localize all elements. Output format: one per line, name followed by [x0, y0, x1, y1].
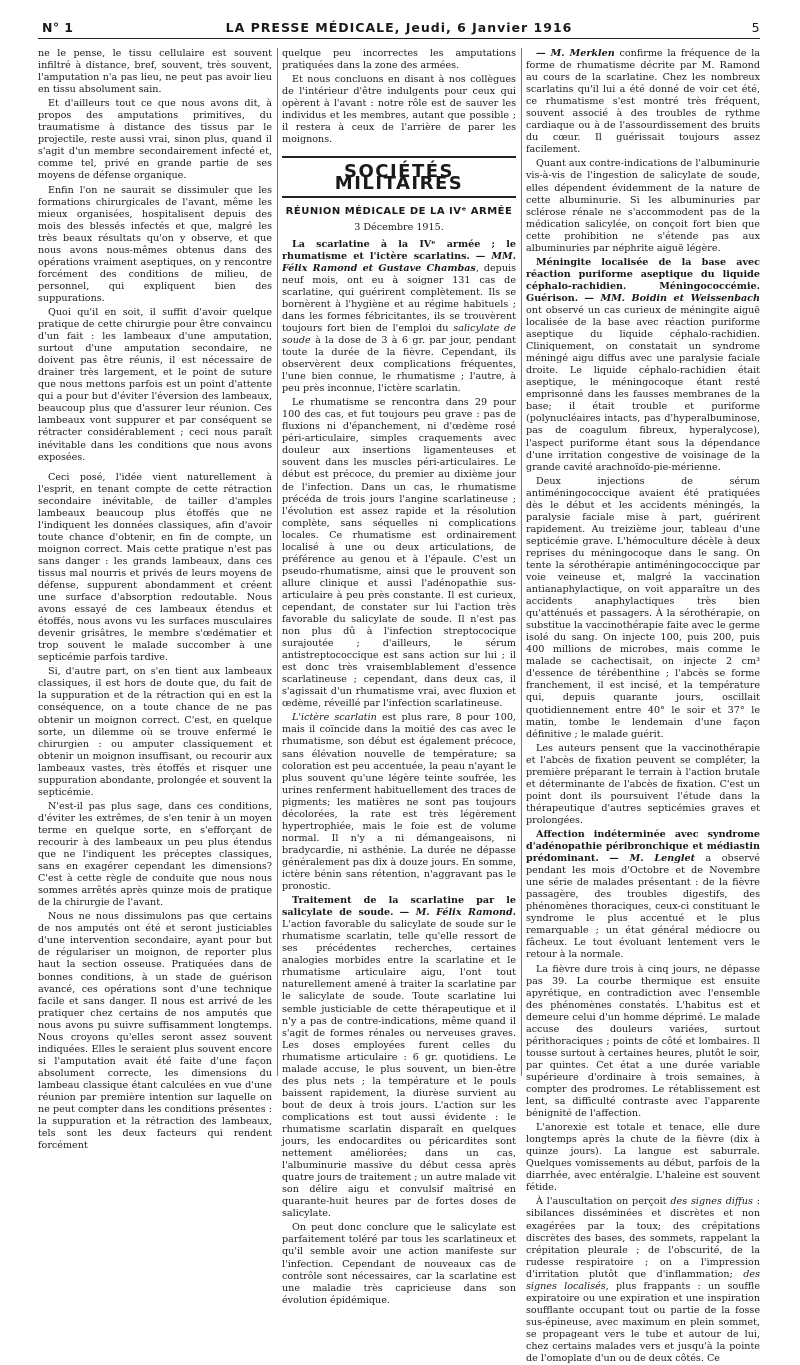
- communication-traitement: [282, 895, 516, 1220]
- paragraph: Nous ne nous dissimulons pas que certains de nos amputés ont été et seront justiciables d'une intervention secondaire, ayant pour but de régulariser un moignon, de reporter plus haut la section osseuse. Pratiquées dans de bonnes conditions, à un stade de guérison avancé, ces opérations sont d'une technique facile et sans danger. Il nous est arrivé de les pratiquer chez certains de nos amputés que nous avons pu suivre suffisamment longtemps. Nous croyons qu'elles seront assez souvent indiquées. Elles le seraient plus souvent encore si l'amputation avait été faite d'une façon absolument correcte, les dimensions du lambeau classique étant calculées en vue d'une réunion par première intention sur laquelle on ne peut compter dans les conditions présentes : la suppuration et la rétraction des lambeaux, tels sont les deux facteurs qui rendent forcément: [38, 911, 272, 1152]
- paragraph-text: a observé pendant les mois d'Octobre et de Novembre une série de malades présentant : de la fièvre passagère, des troubles digestifs, des phénomènes thoraciques, ceux-ci constituant le syndrome le plus accentué et le plus remarquable ; un état général médiocre ou fâcheux. Le tout évoluant lentement vers le retour à la normale.: [526, 853, 760, 961]
- paragraph-text: , plus frappants : un souffle expiratoire ou une expiration et une inspiration soufflante occupant tout ou partie de la fosse sus-épineuse, avec maximum en plein sommet, se propageant vers le tube et autour de lui, chez certains malades vers et jusqu'à la pointe de l'omoplate d'un ou de deux côtés. Ce: [526, 1280, 760, 1365]
- communication-authors: — M. Merklen: [536, 48, 615, 59]
- paragraph: L'anorexie est totale et tenace, elle dure longtemps après la chute de la fièvre (dix à quinze jours). La langue est saburrale. Quelques vomissements au début, parfois de la diarrhée, avec entéralgie. L'haleine est souvent fétide.: [526, 1122, 760, 1194]
- column-2: [282, 48, 516, 1306]
- paragraph: Deux injections de sérum antiméningococcique avaient été pratiquées dès le début et les accidents méningés, la paralysie faciale mise à part, guérirent rapidement. Au treizième jour, tableau d'une septicémie grave. L'hémoculture décèle à deux reprises du méningocoque dans le sang. On tente la sérothérapie antiméningococcique par voie veineuse et, malgré la vaccination antianaphylactique, on voit apparaître un des accidents anaphylactiques très bien qu'atténués et passagers. À la sérothérapie, on substitue la vaccinothérapie faite avec le germe isolé du sang. On injecte 100, puis 200, puis 400 millions de microbes, mais comme le malade se cachectisait, on injecte 2 cm³ d'essence de térébenthine ; l'abcès se forme franchement, il est incisé, et la température qui, depuis quarante jours, oscillait quotidiennement entre 40° le soir et 37° le matin, tombe le lendemain d'une façon définitive ; le malade guérit.: [526, 475, 760, 740]
- communication-authors: — MM. Boidin et Weissenbach: [584, 292, 760, 304]
- emphasis: des signes diffus: [670, 1196, 753, 1208]
- newspaper-page: [38, 0, 760, 1365]
- paragraph: On peut donc conclure que le salicylate est parfaitement toléré par tous les scarlatineux et qu'il semble avoir une action manifeste sur l'infection. Cependant de nouveaux cas de contrôle sont nécessaires, car la scarlatine est une maladie très capricieuse dans son évolution épidémique.: [282, 1222, 516, 1306]
- paragraph-text: , depuis neuf mois, ont eu à soigner 131 cas de scarlatine, qui guérirent complètement. Ils se bornèrent à l'hygiène et au régime habituels ; dans les formes fébricitantes, ils se trouvèrent toujours fort bien de l'emploi du: [282, 262, 516, 334]
- issue-number: N° 1: [42, 20, 74, 35]
- paragraph: [526, 48, 760, 156]
- paragraph: Ceci posé, l'idée vient naturellement à l'esprit, en tenant compte de cette rétraction secondaire inévitable, de tailler d'amples lambeaux beaucoup plus étoffés que ne l'indiquent les données classiques, afin d'avoir toute chance d'obtenir, en fin de compte, un moignon correct. Mais cette pratique n'est pas sans danger : les grands lambeaux, dans ces tissus mal nourris et privés de leurs moyens de défense, suppurent abondamment et créent une surface d'absorption redoutable. Nous avons essayé de ces lambeaux étendus et étoffés, nous avons vu les surfaces musculaires devenir grisâtres, le membre s'œdématier et trop souvent le malade succomber à une septicémie parfois tardive.: [38, 471, 272, 664]
- communication-title: Traitement de la scarlatine par le salicylate de soude.: [282, 895, 516, 919]
- running-head: [38, 18, 760, 38]
- paragraph: Quoi qu'il en soit, il suffit d'avoir quelque pratique de cette chirurgie pour être convaincu d'un fait : les lambeaux d'une amputation, surtout d'une amputation secondaire, ne doivent pas être réunis, il est nécessaire de drainer très largement, et le point de suture que nous mettons parfois est un point d'attente qui a pour but d'éviter l'éversion des lambeaux, beaucoup plus que d'assurer leur réunion. Ces lambeaux vont suppurer et par conséquent se rétracter considérablement ; ceci nous paraît inévitable dans les conditions que nous avons exposées.: [38, 306, 272, 463]
- paragraph-text: est plus rare, 8 pour 100, mais il coïncide dans la moitié des cas avec le rhumatisme, son début est également précoce, sans élévation nouvelle de température; sa coloration est peu accentuée, la peau n'ayant le plus souvent qu'une légère teinte soufrée, les urines renferment habituellement des traces de pigments; les matières ne sont pas toujours décolorées, la rate est très légèrement hypertrophiée, mais le foie est de volume normal. Il n'y a ni démangeaisons, ni bradycardie, ni asthénie. La durée ne dépasse généralement pas dix à douze jours. En somme, ictère bénin sans rétention, n'aggravant pas le pronostic.: [282, 712, 516, 893]
- paragraph: Le rhumatisme se rencontra dans 29 pour 100 des cas, et fut toujours peu grave : pas de fluxions ni d'épanchement, ni d'œdème rosé péri-articulaire, simples craquements avec douleur aux insertions ligamenteuses et souvent dans les muscles péri-articulaires. Le début est précoce, du premier au dixième jour de l'infection. Dans un cas, le rhumatisme précéda de trois jours l'angine scarlatineuse ; l'évolution est assez rapide et la résolution complète, sans séquelles ni complications locales. Ce rhumatisme est ordinairement localisé à une ou deux articulations, de préférence au genou et à l'épaule. C'est un pseudo-rhumatisme, ainsi que le prouvent son allure clinique et aussi l'adénopathie sus-articulaire à peu près constante. Il est curieux, cependant, de constater sur lui l'action très favorable du salicylate de soude. Il n'est pas non plus dû à l'infection streptococique surajoutée ; d'ailleurs, le sérum antistreptococcique est sans action sur lui ; il est donc très vraisemblablement d'essence scarlatineuse ; cependant, dans deux cas, il s'agissait d'un rhumatisme vrai, avec fluxion et œdème, réveillé par l'infection scarlatineuse.: [282, 397, 516, 710]
- communication-adenopathie: [526, 829, 760, 962]
- paragraph: La fièvre dure trois à cinq jours, ne dépasse pas 39. La courbe thermique est ensuite apyrétique, en contradiction avec l'ensemble des phénomènes constatés. L'habitus est et demeure celui d'un homme déprimé. Le malade accuse des douleurs variées, surtout périthoraciques ; points de côté et lombaires. Il tousse surtout à certaines heures, plutôt le soir, par quintes. Cet état a une durée variable supérieure d'ordinaire à trois semaines, à compter des prodromes. Le rétablissement est lent, sa difficulté contraste avec l'apparente bénignité de l'affection.: [526, 963, 760, 1120]
- paragraph-text: L'action favorable du salicylate de soude sur le rhumatisme scarlatin, telle qu'elle ressort de ses précédentes recherches, certaines analogies morbides entre la scarlatine et le rhumatisme articulaire aigu, l'ont tout naturellement amené à traiter la scarlatine par le salicylate de soude. Toute scarlatine lui semble justiciable de cette thérapeutique et il n'y a pas de contre-indications, même quand il s'agit de formes rénales ou nerveuses graves. Les doses employées furent celles du rhumatisme articulaire : 6 gr. quotidiens. Le malade accuse, le plus souvent, un bien-être des plus nets ; la température et le pouls baissent rapidement, la diurèse survient au bout de deux à trois jours. L'action sur les complications est tout aussi évidente : le rhumatisme scarlatin disparaît en quelques jours, les endocardites ou péricardites sont nettement améliorées; dans un cas, l'albuminurie massive du début cessa après quatre jours de traitement ; un autre malade vit son délire aigu et convulsif maîtrisé en quarante-huit heures par de fortes doses de salicylate.: [282, 919, 516, 1220]
- column-divider: [521, 48, 522, 1076]
- meeting-date: 3 Décembre 1915.: [354, 221, 444, 233]
- paragraph: Quant aux contre-indications de l'albuminurie vis-à-vis de l'ingestion de salicylate de soude, elles dépendent évidemment de la nature de cette albuminurie. Si les albuminuries par sclérose rénale ne s'accommodent pas de la médication salicylée, on conçoit fort bien que cette prohibition ne s'étende pas aux albuminuries par néphrite aiguë légère.: [526, 158, 760, 254]
- paragraph: Enfin l'on ne saurait se dissimuler que les formations chirurgicales de l'avant, même les mieux organisées, hospitalisent depuis des mois des blessés infectés et que, malgré les très beaux résultats qu'on y observe, et que nous avons nous-mêmes obtenus dans des opérations vraiment aseptiques, on y rencontre forcément des conditions de milieu, de personnel, qui expliquent bien des suppurations.: [38, 184, 272, 304]
- paragraph: N'est-il pas plus sage, dans ces conditions, d'éviter les extrêmes, de s'en tenir à un moyen terme en quelque sorte, en s'efforçant de recourir à des lambeaux un peu plus étendus que ne l'indiquent les préceptes classiques, sans en exagérer cependant les dimensions? C'est à cette règle de conduite que nous nous sommes arrêtés après quinze mois de pratique de la chirurgie de l'avant.: [38, 800, 272, 909]
- paragraph: Les auteurs pensent que la vaccinothérapie et l'abcès de fixation peuvent se compléter, la première préparant le terrain à l'action brutale et déterminante de l'abcès de fixation. C'est un point dont ils poursuivent l'étude dans la thérapeutique d'autres septicémies graves et prolongées.: [526, 742, 760, 826]
- meeting-title: RÉUNION MÉDICALE DE LA IVᵉ ARMÉE: [285, 206, 513, 218]
- emphasis: des signes localisés: [526, 1268, 760, 1292]
- masthead: LA PRESSE MÉDICALE, Jeudi, 6 Janvier 1916: [225, 20, 573, 35]
- communication-title: Affection indéterminée avec syndrome d'adénopathie péribronchique et médiastin prédominant.: [526, 829, 760, 865]
- paragraph-text: : sibilances disséminées et discrètes et non exagérées par la toux; des crépitations discrètes des bases, des sommets, rappelant la crépitation pleurale ; de l'obscurité, de la rudesse respiratoire ; on a l'impression d'irritation plutôt que d'inflammation;: [526, 1196, 760, 1280]
- communication-authors: — M. Félix Ramond.: [399, 907, 516, 919]
- paragraph: Si, d'autre part, on s'en tient aux lambeaux classiques, il est hors de doute que, du fait de la suppuration et de la rétraction qui en est la conséquence, on a toute chance de ne pas obtenir un moignon correct. C'est, en quelque sorte, un dilemme où se trouve enfermé le chirurgien : ou amputer classiquement et obtenir un moignon insuffisant, ou recourir aux lambeaux vastes, très étoffés et risquer une suppuration abondante, prolongée et souvent la septicémie.: [38, 666, 272, 798]
- paragraph: Et nous concluons en disant à nos collègues de l'intérieur d'être indulgents pour ceux qui opèrent à l'avant : notre rôle est de sauver les individus et les membres, autant que possible ; il restera à ceux de l'arrière de parer les moignons.: [282, 74, 516, 146]
- communication-authors: — MM. Félix Ramond et Gustave Chambas: [282, 250, 516, 274]
- article-columns: [38, 48, 760, 1365]
- column-1: [38, 48, 272, 1152]
- header-rule: [38, 38, 760, 39]
- column-divider: [277, 48, 278, 1076]
- communication-meningite: [526, 257, 760, 474]
- emphasis: L'ictère scarlatin: [292, 712, 377, 724]
- section-heading-box: [282, 156, 516, 198]
- paragraph-text: ont observé un cas curieux de méningite aiguë localisée de la base avec réaction puriforme aseptique du liquide céphalo-rachidien. Cliniquement, on constatait un syndrome méningé aigu diffus avec une paralysie faciale droite. Le liquide céphalo-rachidien était aseptique, le méningocoque étant resté emprisonné dans les fausses membranes de la base; il était trouble et puriforme (polynucléaires intacts, pas d'hyperalbuminose, pas de coagulum fibreux, hyperalycose), l'aspect puriforme étant sous la dépendance d'une irritation congestive de voisinage de la grande cavité arachnoïdo-pie-mérienne.: [526, 304, 760, 473]
- communication-title: Méningite localisée de la base avec réaction puriforme aseptique du liquide céphalo-rachidien. Méningococcémie. Guérison.: [526, 256, 760, 304]
- paragraph-text: à la dose de 3 à 6 gr. par jour, pendant toute la durée de la fièvre. Cependant, ils observèrent deux complications fréquentes, l'une bien connue, le rhumatisme ; l'autre, à peu près inconnue, l'ictère scarlatin.: [282, 334, 516, 395]
- communication-authors: — M. Lenglet: [609, 853, 696, 865]
- paragraph: [526, 1196, 760, 1365]
- paragraph: [282, 712, 516, 893]
- paragraph: ne le pense, le tissu cellulaire est souvent infiltré à distance, bref, souvent, très souvent, l'amputation n'a pas lieu, ne peut pas avoir lieu en tissu absolument sain.: [38, 48, 272, 96]
- paragraph-text: À l'auscultation on perçoit: [536, 1196, 667, 1208]
- paragraph-text: confirme la fréquence de la forme de rhumatisme décrite par M. Ramond au cours de la scarlatine. Chez les nombreux scarlatins qu'il lui a été donné de voir cet été, ce rhumatisme s'est montré très fréquent, souvent associé à des troubles de rythme cardiaque ou à de l'assourdissement des bruits du cœur. Il guérissait toujours assez facilement.: [526, 48, 760, 156]
- section-title: SOCIÉTÉS MILITAIRES: [334, 161, 464, 195]
- column-3: [526, 48, 760, 1365]
- page-number: 5: [751, 20, 760, 35]
- drug-name: salicylate de soude: [282, 322, 516, 346]
- paragraph: Et d'ailleurs tout ce que nous avons dit, à propos des amputations primitives, du traumatisme à distance des tissus par le projectile, reste aussi vrai, sinon plus, quand il s'agit d'un membre secondairement infecté et, comme tel, privé en grande partie de ses moyens de défense organique.: [38, 98, 272, 182]
- communication-title: La scarlatine à la IVᵉ armée ; le rhumatisme et l'ictère scarlatins.: [282, 238, 516, 262]
- communication-scarlatine: [282, 239, 516, 396]
- paragraph: quelque peu incorrectes les amputations pratiquées dans la zone des armées.: [282, 48, 516, 72]
